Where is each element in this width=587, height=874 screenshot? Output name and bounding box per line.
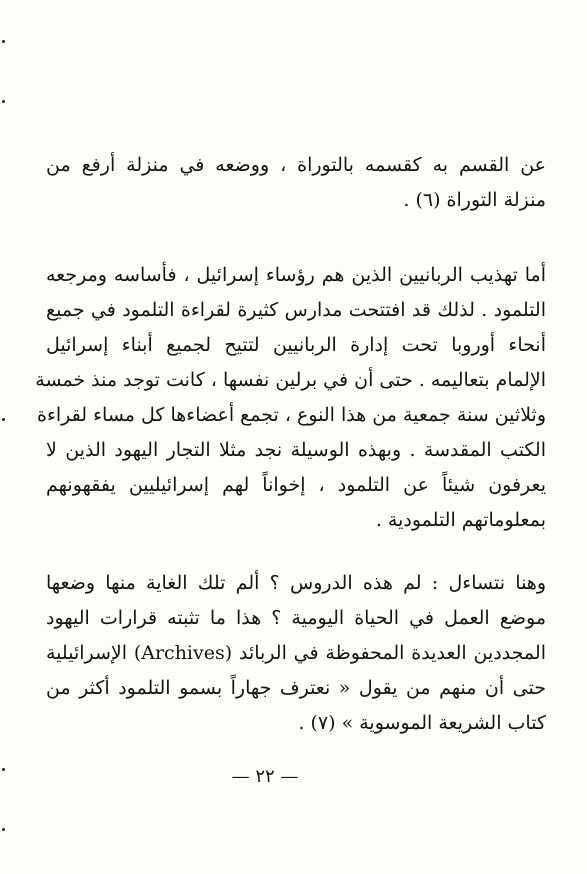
page-number: — ٢٢ — <box>231 766 299 787</box>
text-line: يعرفون شيئاً عن التلمود ، إخواناً لهم إسرائيليين يفقهونهم <box>46 474 546 496</box>
paragraph <box>35 258 546 538</box>
paragraph <box>46 566 546 741</box>
text-line: بمعلوماتهم التلمودية . <box>375 509 546 531</box>
text-line: أما تهذيب الربانيين الذين هم رؤساء إسرائيل ، فأساسه ومرجعه <box>46 264 546 286</box>
text-line: الإلمام بتعاليمه . حتى أن في برلين نفسها ، كانت توجد منذ خمسة <box>35 369 546 391</box>
text-line: حتى أن منهم من يقول « نعترف جهاراً بسمو التلمود أكثر من <box>46 677 546 699</box>
text-line: المجددين العديدة المحفوظة في الربائد (Archives) الإسرائيلية <box>46 642 546 664</box>
text-line: كتاب الشريعة الموسوية » (٧) . <box>298 712 546 734</box>
text-line: منزلة التوراة (٦) . <box>403 189 546 211</box>
text-line: الكتب المقدسة . وبهذه الوسيلة نجد مثلا التجار اليهود الذين لا <box>46 439 546 461</box>
margin-mark <box>2 828 5 831</box>
text-line: أنحاء أوروبا تحت إدارة الربانيين لتتيح لجميع أبناء إسرائيل <box>46 334 546 356</box>
margin-mark <box>2 418 5 421</box>
paragraph <box>46 148 546 218</box>
text-line: وثلاثين سنة جمعية من هذا النوع ، تجمع أعضاءها كل مساء لقراءة <box>37 404 546 426</box>
text-line: التلمود . لذلك قد افتتحت مدارس كثيرة لقراءة التلمود في جميع <box>46 299 546 321</box>
text-line: موضع العمل في الحياة اليومية ؟ هذا ما تثبته قرارات اليهود <box>46 607 546 629</box>
text-line: وهنا نتساءل : لم هذه الدروس ؟ ألم تلك الغاية منها وضعها <box>46 572 546 594</box>
text-line: عن القسم به كقسمه بالتوراة ، ووضعه في منزلة أرفع من <box>46 154 546 176</box>
margin-mark <box>2 40 5 43</box>
margin-mark <box>2 100 5 103</box>
